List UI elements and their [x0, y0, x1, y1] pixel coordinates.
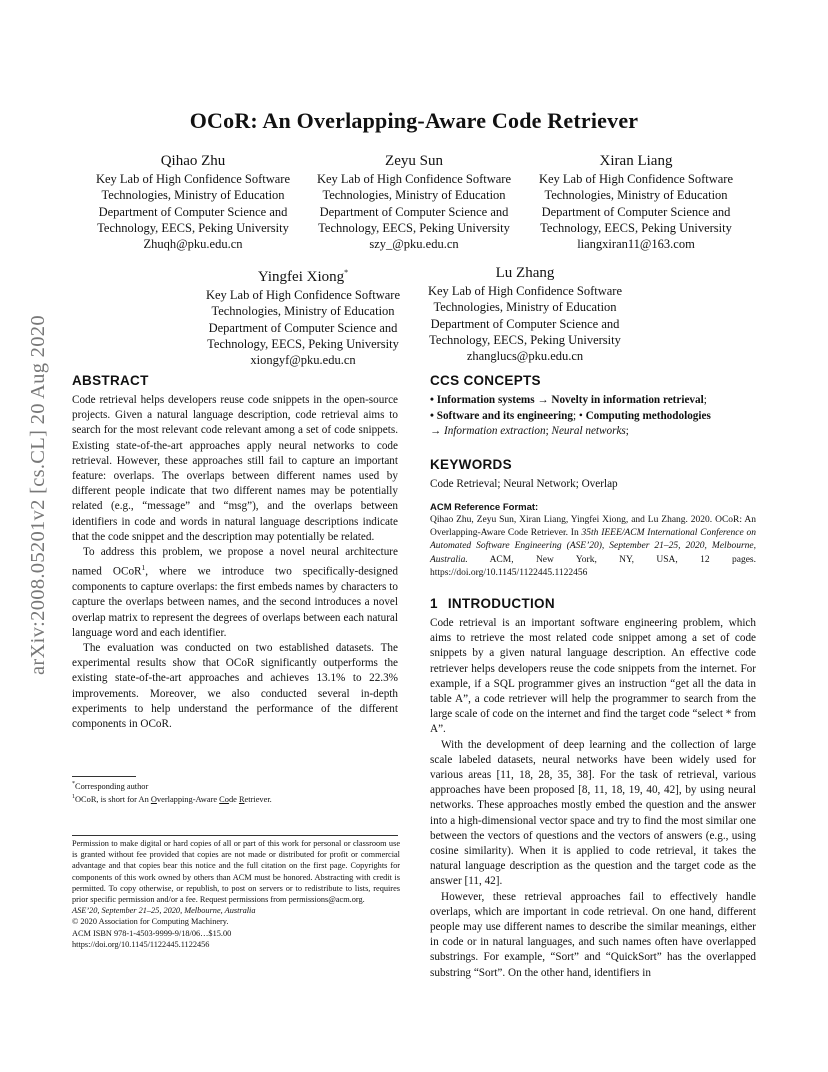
- author-affiliation: Department of Computer Science and: [319, 204, 509, 219]
- arxiv-stamp: [20, 280, 50, 680]
- author-affiliation: Technology, EECS, Peking University: [540, 220, 732, 235]
- author-name: Yingfei Xiong*: [257, 268, 349, 285]
- author-affiliation: Technologies, Ministry of Education: [211, 304, 395, 319]
- author-affiliation: Key Lab of High Confidence Software: [95, 172, 291, 186]
- author-email: Zhuqh@pku.edu.cn: [143, 237, 243, 252]
- author-email: liangxiran11@163.com: [577, 237, 695, 252]
- abstract-paragraph: The evaluation was conducted on two established datasets. The experimental results show that OCoR significantly outperforms the existing state-of-the-art approaches and achieves 13.1% to 22.3% improvements. Moreover, we also conducted several in-depth experiments to help understand the performance of the different components in OCoR.: [72, 641, 398, 730]
- author-affiliation: Technologies, Ministry of Education: [322, 188, 506, 203]
- footnote-acronym: $^1$OCoR, is short for An Overlapping-Aware Code Retriever.: [72, 793, 272, 804]
- acm-reference-label: ACM Reference Format:: [430, 501, 539, 513]
- author-affiliation: Technologies, Ministry of Education: [544, 188, 728, 203]
- abstract-section: [72, 372, 398, 732]
- permission-text: Permission to make digital or hard copies of all or part of this work for personal or classroom use is granted without fee provided that copies are not made or distributed for profit or commercial advantage and that copies bear this notice and the full citation on the first page. Copyrights for components of this work owned by others than ACM must be honored. Abstracting with credit is permitted. To copy otherwise, or republish, to post on servers or to redistribute to lists, requires prior specific permission and/or a fee. Request permissions from permissions@acm.org.: [72, 839, 400, 905]
- ccs-heading: CCS CONCEPTS: [430, 373, 541, 388]
- author-affiliation: Department of Computer Science and: [208, 320, 398, 335]
- paper-title: OCoR: An Overlapping-Aware Code Retriever: [189, 108, 639, 133]
- author-affiliation: Department of Computer Science and: [541, 204, 731, 219]
- author-block: [78, 151, 308, 252]
- author-affiliation: Technology, EECS, Peking University: [318, 220, 510, 235]
- permission-doi: https://doi.org/10.1145/1122445.1122456: [72, 939, 210, 949]
- author-name: Xiran Liang: [599, 153, 673, 169]
- author-name: Zeyu Sun: [385, 153, 443, 169]
- author-block: [410, 263, 640, 364]
- author-affiliation: Key Lab of High Confidence Software: [316, 172, 512, 186]
- keywords-heading: KEYWORDS: [430, 456, 512, 472]
- intro-heading: 1 INTRODUCTION: [430, 595, 555, 611]
- author-block: [188, 263, 418, 368]
- acm-reference-text: Qihao Zhu, Zeyu Sun, Xiran Liang, Yingfei Xiong, and Lu Zhang. 2020. OCoR: An Overlapping-Aware Code Retriever. In 35th IEEE/ACM International Conference on Automated Software Engineering (ASE’20), September 21–25, 2020, Melbourne, Australia. ACM, New York, NY, USA, 12 pages. https://doi.org/10.1145/1122445.1122456: [430, 514, 756, 578]
- author-affiliation: Key Lab of High Confidence Software: [205, 288, 401, 302]
- author-email: zhanglucs@pku.edu.cn: [466, 349, 584, 364]
- permission-isbn: ACM ISBN 978-1-4503-9999-9/18/06…$15.00: [72, 928, 232, 938]
- author-affiliation: Technologies, Ministry of Education: [433, 300, 617, 315]
- right-column: [430, 372, 756, 981]
- permission-venue: ASE’20, September 21–25, 2020, Melbourne, Australia: [72, 906, 256, 916]
- author-email: szy_@pku.edu.cn: [369, 237, 459, 252]
- abstract-paragraph: To address this problem, we propose a novel neural architecture named OCoR$^1$, where we introduce two specifically-designed components to capture overlaps: the first embeds names by characters to capture the overlaps between names, and the second introduces a novel overlap matrix to represent the degrees of overlaps between each natural language word and each identifier.: [72, 546, 398, 639]
- author-affiliation: Technologies, Ministry of Education: [101, 188, 285, 203]
- footnote-corresponding: *Corresponding author: [72, 781, 149, 791]
- author-name: Qihao Zhu: [160, 153, 226, 169]
- author-affiliation: Technology, EECS, Peking University: [97, 220, 289, 235]
- ccs-concepts: • Information systems → Novelty in information retrieval; • Software and its engineering; • Computing methodologies → Information extraction; Neural networks;: [430, 394, 711, 437]
- author-affiliation: Key Lab of High Confidence Software: [538, 172, 734, 186]
- intro-paragraph: With the development of deep learning and the collection of large scale labeled datasets, neural networks have been widely used for various areas [11, 18, 28, 35, 38]. For the task of retrieval, various approaches have been proposed [8, 11, 18, 19, 40, 42], by using neural networks. These approaches mostly embed the question and the answer into a high-dimensional vector space and try to find the most similar one between the vectors of questions and the vectors of answers (e.g., using cosine similarity). When it is applied to code retrieval, it takes the natural language description as the question and the target code as the answer [11, 42].: [430, 738, 756, 888]
- author-block: [521, 151, 751, 252]
- permission-block: [72, 838, 400, 950]
- author-email: xiongyf@pku.edu.cn: [250, 353, 356, 368]
- abstract-heading: ABSTRACT: [72, 373, 149, 388]
- author-affiliation: Technology, EECS, Peking University: [207, 336, 399, 351]
- intro-paragraph: Code retrieval is an important software engineering problem, which aims to retrieve the most related code snippet among a set of code snippets by a given natural language description. An effective code retriever helps developers reuse the code snippets from the internet. For example, if a SQL programmer gives an instruction “get all the data in table A”, a code retriever will help the programmer to search from the large scale of code on the internet and find the target code “select * from A”.: [430, 616, 756, 736]
- author-affiliation: Department of Computer Science and: [430, 316, 620, 331]
- permission-rule: [72, 835, 398, 836]
- corresponding-mark: *: [344, 268, 349, 277]
- author-affiliation: Department of Computer Science and: [98, 204, 288, 219]
- acm-reference: [430, 501, 756, 580]
- abstract-paragraph: Code retrieval helps developers reuse code snippets in the open-source projects. Given a natural language description, code retrieval aims to search for the most relevant code relevant among a set of code snippets. Existing state-of-the-art approaches apply neural networks to code retrieval. However, these approaches still fail to capture an important feature: overlaps. The overlaps between different names used by different people indicate that two different names may be potentially related (e.g., “message” and “msg”), and the overlaps between identifiers in code and words in natural language descriptions indicate that the code snippet and the description may potentially be related.: [72, 394, 398, 543]
- author-name: Lu Zhang: [495, 265, 555, 281]
- keywords-text: Code Retrieval; Neural Network; Overlap: [430, 477, 618, 490]
- footnote-rule: [72, 776, 136, 777]
- permission-copyright: © 2020 Association for Computing Machinery.: [72, 917, 229, 927]
- arxiv-stamp-text: arXiv:2008.05201v2 [cs.CL] 20 Aug 2020: [27, 315, 49, 675]
- author-affiliation: Technology, EECS, Peking University: [429, 332, 621, 347]
- author-affiliation: Key Lab of High Confidence Software: [427, 284, 623, 298]
- intro-paragraph: However, these retrieval approaches fail to effectively handle overlaps, which are important in code retrieval. On one hand, different people may use different names to describe the similar meanings, either in code or in natural languages, and such names often have overlapped substrings. For example, “Sort” and “QuickSort” has the overlapped substring “Sort”. On the other hand, identifiers in: [430, 890, 756, 979]
- author-block: [299, 151, 529, 252]
- footnotes: [72, 779, 402, 805]
